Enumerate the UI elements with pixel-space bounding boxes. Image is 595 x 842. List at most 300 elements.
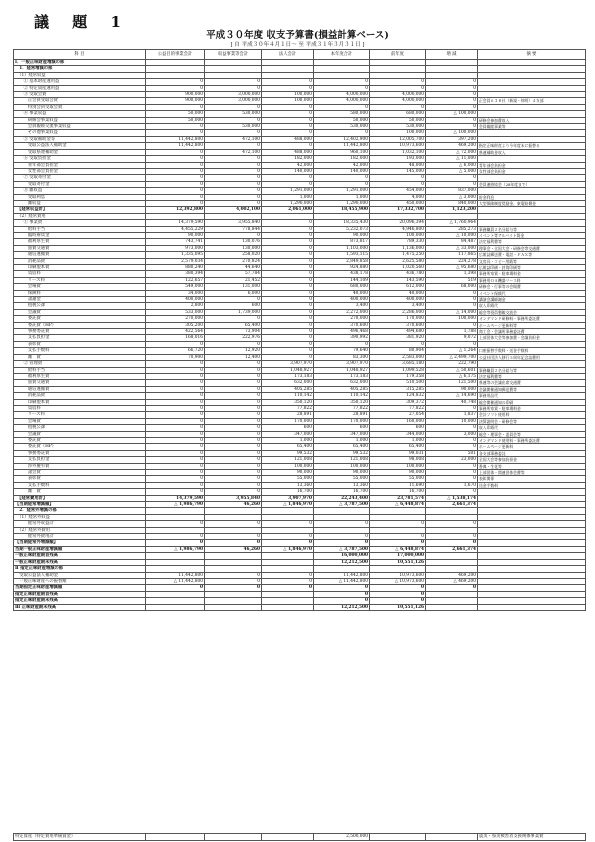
- amount-cell: 315,285: [370, 386, 426, 392]
- amount-cell: 0: [426, 104, 478, 110]
- amount-cell: 494,680: [370, 329, 426, 335]
- amount-cell: 13,360: [262, 482, 314, 488]
- amount-cell: 23,781,574: [370, 495, 426, 501]
- amount-cell: 0: [146, 124, 205, 130]
- amount-cell: 0: [205, 463, 262, 469]
- amount-cell: 436,780: [370, 271, 426, 277]
- amount-cell: 960,100: [314, 149, 370, 155]
- amount-cell: 2,286,000: [370, 309, 426, 315]
- amount-cell: 0: [370, 104, 426, 110]
- amount-cell: 305,200: [146, 322, 205, 328]
- amount-cell: 0: [370, 598, 426, 604]
- amount-cell: 258,020: [205, 252, 262, 258]
- amount-cell: 0: [205, 489, 262, 495]
- amount-cell: [262, 604, 314, 610]
- notes-cell: 会員連絡協会（28年度まで）: [478, 181, 586, 187]
- amount-cell: 0: [146, 482, 205, 488]
- account-cell: 研修会事業収益: [14, 117, 146, 123]
- amount-cell: 0: [262, 130, 314, 136]
- amount-cell: 0: [262, 303, 314, 309]
- amount-cell: 168,016: [146, 335, 205, 341]
- amount-cell: 0: [262, 585, 314, 591]
- amount-cell: 0: [205, 181, 262, 187]
- amount-cell: 0: [205, 130, 262, 136]
- amount-cell: 0: [205, 380, 262, 386]
- amount-cell: 837,000: [426, 188, 478, 194]
- amount-cell: 0: [146, 412, 205, 418]
- notes-cell: 貯金利息: [478, 194, 586, 200]
- amount-cell: 170,000: [262, 418, 314, 424]
- amount-cell: 600: [205, 303, 262, 309]
- amount-cell: 900,000: [146, 92, 205, 98]
- account-cell: ③ 受取会費: [14, 92, 146, 98]
- specified-assets-row: [14, 834, 586, 841]
- amount-cell: 10,551,126: [370, 604, 426, 610]
- amount-cell: 4,002,100: [205, 207, 262, 213]
- amount-cell: 873,817: [314, 239, 370, 245]
- amount-cell: 2,661,374: [426, 546, 478, 552]
- amount-cell: 0: [205, 437, 262, 443]
- amount-cell: △ 1,846,970: [262, 502, 314, 508]
- amount-cell: 612,000: [370, 284, 426, 290]
- amount-cell: 0: [262, 226, 314, 232]
- amount-cell: 0: [370, 591, 426, 597]
- amount-cell: 4,000,000: [370, 92, 426, 98]
- amount-cell: 21,452: [205, 277, 262, 283]
- budget-table: [13, 49, 586, 611]
- amount-cell: 0: [426, 405, 478, 411]
- amount-cell: 46,260: [205, 546, 262, 552]
- amount-cell: 131,000: [205, 284, 262, 290]
- amount-cell: 0: [146, 489, 205, 495]
- amount-cell: 40,000: [370, 290, 426, 296]
- amount-cell: 3,955,840: [205, 495, 262, 501]
- amount-cell: 99,532: [262, 450, 314, 456]
- amount-cell: 6,000: [205, 290, 262, 296]
- amount-cell: 0: [262, 104, 314, 110]
- amount-cell: 17,000,000: [370, 553, 426, 559]
- amount-cell: 2,625,580: [370, 258, 426, 264]
- amount-cell: 10,973,600: [370, 143, 426, 149]
- notes-cell: 決算説明会・研修会等: [478, 418, 586, 424]
- account-cell: ② 管理費: [14, 361, 146, 367]
- account-cell: 委託費: [14, 316, 146, 322]
- amount-cell: 344,000: [370, 431, 426, 437]
- amount-cell: 224,278: [426, 258, 478, 264]
- col-header-public-interest: 公益目的事業会計: [146, 50, 205, 60]
- amount-cell: 90,000: [314, 232, 370, 238]
- amount-cell: [146, 604, 205, 610]
- amount-cell: 0: [205, 156, 262, 162]
- amount-cell: 0: [262, 341, 314, 347]
- account-cell: 女性部会負担金: [14, 168, 146, 174]
- col-header-current-total: 本年度合計: [314, 50, 370, 60]
- account-cell: ⑤ 受取補助金等: [14, 136, 146, 142]
- account-cell: 租税公課: [14, 303, 146, 309]
- amount-cell: △ 14,000: [426, 309, 478, 315]
- amount-cell: 0: [205, 162, 262, 168]
- amount-cell: 530,000: [205, 111, 262, 117]
- amount-cell: 80,904: [370, 348, 426, 354]
- amount-cell: 488,000: [262, 136, 314, 142]
- amount-cell: 0: [262, 117, 314, 123]
- amount-cell: 0: [314, 130, 370, 136]
- amount-cell: 0: [426, 540, 478, 546]
- amount-cell: 28,891: [262, 412, 314, 418]
- amount-cell: 50,000: [370, 117, 426, 123]
- amount-cell: 0: [262, 284, 314, 290]
- amount-cell: 400,000: [146, 297, 205, 303]
- amount-cell: 0: [146, 200, 205, 206]
- col-header-change: 増 減: [426, 50, 478, 60]
- amount-cell: 121,008: [262, 457, 314, 463]
- amount-cell: 0: [426, 92, 478, 98]
- amount-cell: 121,008: [314, 457, 370, 463]
- amount-cell: 90,000: [146, 232, 205, 238]
- amount-cell: 121,500: [426, 380, 478, 386]
- amount-cell: 1,123,200: [426, 207, 478, 213]
- amount-cell: 0: [262, 181, 314, 187]
- amount-cell: △ 5,000: [426, 168, 478, 174]
- amount-cell: 145,000: [370, 168, 426, 174]
- amount-cell: △ 1,846,970: [262, 546, 314, 552]
- amount-cell: 100,000: [370, 130, 426, 136]
- amount-cell: 1,000: [370, 437, 426, 443]
- amount-cell: 0: [262, 277, 314, 283]
- amount-cell: 270,824: [205, 258, 262, 264]
- amount-cell: 0: [205, 117, 262, 123]
- amount-cell: 1,099,528: [370, 367, 426, 373]
- amount-cell: 0: [370, 85, 426, 91]
- account-cell: 特別会員受取会費: [14, 104, 146, 110]
- amount-cell: 0: [205, 367, 262, 373]
- amount-cell: 0: [146, 156, 205, 162]
- account-cell: 会議費: [14, 431, 146, 437]
- amount-cell: 680,000: [370, 111, 426, 117]
- amount-cell: 0: [426, 181, 478, 187]
- amount-cell: 0: [314, 175, 370, 181]
- amount-cell: 472,100: [205, 149, 262, 155]
- amount-cell: 22,243,400: [314, 495, 370, 501]
- amount-cell: 65,400: [205, 322, 262, 328]
- amount-cell: 0: [370, 585, 426, 591]
- amount-cell: 0: [205, 341, 262, 347]
- amount-cell: △ 11,000: [426, 156, 478, 162]
- amount-cell: 0: [370, 341, 426, 347]
- account-cell: 諸謝金: [14, 297, 146, 303]
- amount-cell: 179,358: [370, 373, 426, 379]
- amount-cell: 100,000: [426, 316, 478, 322]
- amount-cell: 70,900: [146, 354, 205, 360]
- amount-cell: 0: [205, 188, 262, 194]
- amount-cell: 438,178: [314, 271, 370, 277]
- amount-cell: 100,000: [262, 98, 314, 104]
- notes-cell: 上部団体・関連団体会費等: [478, 470, 586, 476]
- notes-cell: オンデマンド研修料・事務所委託費: [478, 316, 586, 322]
- account-cell: （1）経常外収益: [14, 514, 146, 520]
- account-cell: 印刷製本費: [14, 265, 146, 271]
- amount-cell: 1,593,115: [314, 252, 370, 258]
- amount-cell: 0: [146, 399, 205, 405]
- notes-cell: 法定福利費等: [478, 239, 586, 245]
- amount-cell: 0: [262, 252, 314, 258]
- account-cell: 保険料: [14, 290, 146, 296]
- notes-cell: 上部団体大会等参加費・会議負担金: [478, 335, 586, 341]
- amount-cell: 0: [426, 124, 478, 130]
- amount-cell: △ 1,760,964: [426, 220, 478, 226]
- amount-cell: 0: [262, 258, 314, 264]
- account-cell: 福利厚生費: [14, 373, 146, 379]
- amount-cell: 0: [205, 418, 262, 424]
- amount-cell: 0: [146, 373, 205, 379]
- amount-cell: 182,000: [314, 156, 370, 162]
- amount-cell: 193,000: [370, 156, 426, 162]
- amount-cell: 0: [146, 476, 205, 482]
- amount-cell: 11,442,800: [146, 143, 205, 149]
- notes-cell: 会計ソフト使用料: [478, 412, 586, 418]
- amount-cell: 0: [262, 354, 314, 360]
- account-cell: 賃借料: [14, 271, 146, 277]
- col-header-corporate: 法人会計: [262, 50, 314, 60]
- amount-cell: 519: [426, 277, 478, 283]
- amount-cell: 0: [205, 444, 262, 450]
- amount-cell: 5,232,073: [314, 226, 370, 232]
- amount-cell: 0: [205, 175, 262, 181]
- amount-cell: 42,000: [262, 162, 314, 168]
- amount-cell: 0: [146, 361, 205, 367]
- amount-cell: 454,000: [370, 188, 426, 194]
- account-cell: 事務委託費: [14, 450, 146, 456]
- amount-cell: 1,291,000: [262, 188, 314, 194]
- amount-cell: 2,579,034: [146, 258, 205, 264]
- account-cell: 支払手数料: [14, 348, 146, 354]
- amount-cell: 0: [262, 335, 314, 341]
- amount-cell: 130,076: [205, 239, 262, 245]
- amount-cell: 14,379,590: [146, 220, 205, 226]
- account-cell: 通信運搬費: [14, 252, 146, 258]
- amount-cell: 370,600: [314, 322, 370, 328]
- amount-cell: △ 1,986,790: [146, 546, 205, 552]
- amount-cell: 79,640: [314, 348, 370, 354]
- notes-cell: 研修会参加費収入: [478, 117, 586, 123]
- amount-cell: 12,400: [205, 354, 262, 360]
- amount-cell: 778,844: [205, 226, 262, 232]
- amount-cell: 0: [146, 341, 205, 347]
- amount-cell: 1,000: [314, 194, 370, 200]
- amount-cell: △ 11,442,800: [314, 578, 370, 584]
- amount-cell: 40,748: [426, 399, 478, 405]
- account-cell: 受取寄付金: [14, 181, 146, 187]
- notes-cell: 研修会・行事等の会場費: [478, 284, 586, 290]
- amount-cell: △ 95,680: [426, 265, 478, 271]
- amount-cell: 1,670: [426, 482, 478, 488]
- amount-cell: 488,000: [262, 149, 314, 155]
- amount-cell: 1,000: [262, 194, 314, 200]
- notes-cell: 県連補助金収入: [478, 149, 586, 155]
- amount-cell: 0: [205, 412, 262, 418]
- account-cell: 委託費（HP）: [14, 444, 146, 450]
- account-cell: 給料手当: [14, 367, 146, 373]
- amount-cell: 99,532: [314, 450, 370, 456]
- amount-cell: 130,000: [205, 245, 262, 251]
- account-cell: ⑦ 受取寄付金: [14, 175, 146, 181]
- amount-cell: 0: [146, 521, 205, 527]
- account-cell: 旅費交通費: [14, 380, 146, 386]
- amount-cell: 0: [426, 489, 478, 495]
- amount-cell: 350,120: [314, 399, 370, 405]
- amount-cell: 3,000,000: [205, 98, 262, 104]
- amount-cell: 0: [262, 239, 314, 245]
- amount-cell: 0: [370, 540, 426, 546]
- amount-cell: 0: [146, 104, 205, 110]
- amount-cell: 450,000: [370, 200, 426, 206]
- amount-cell: 170,000: [314, 418, 370, 424]
- notes-cell: 法定福利費等: [478, 373, 586, 379]
- amount-cell: 0: [314, 104, 370, 110]
- notes-cell: オンデマンド使用料・事務所委託費: [478, 437, 586, 443]
- amount-cell: 510,500: [370, 380, 426, 386]
- notes-cell: 全国大会等参加負担金: [478, 457, 586, 463]
- amount-cell: 0: [205, 361, 262, 367]
- amount-cell: 0: [426, 476, 478, 482]
- amount-cell: 469,200: [426, 143, 478, 149]
- account-cell: 【当期経常外増減額】: [14, 540, 146, 546]
- notes-cell: 大型保険制度奨励金、東電賠償金: [478, 200, 586, 206]
- amount-cell: 0: [314, 341, 370, 347]
- amount-cell: △ 1,264: [426, 348, 478, 354]
- amount-cell: 1,739,000: [205, 309, 262, 315]
- amount-cell: 0: [205, 386, 262, 392]
- account-cell: ⑧ 雑収益: [14, 188, 146, 194]
- amount-cell: 0: [146, 79, 205, 85]
- amount-cell: 347,000: [262, 431, 314, 437]
- amount-cell: 0: [426, 117, 478, 123]
- account-cell: 経常外費用計: [14, 534, 146, 540]
- notes-cell: 総会等役員懇親交流会: [478, 309, 586, 315]
- amount-cell: 0: [262, 534, 314, 540]
- amount-cell: △ 469,200: [426, 578, 478, 584]
- amount-cell: 0: [146, 450, 205, 456]
- amount-cell: 16,700: [262, 489, 314, 495]
- amount-cell: 0: [205, 482, 262, 488]
- amount-cell: 44,640: [205, 265, 262, 271]
- account-cell: 賃借料: [14, 405, 146, 411]
- amount-cell: 0: [370, 521, 426, 527]
- amount-cell: 117,865: [426, 252, 478, 258]
- amount-cell: 1,000: [262, 437, 314, 443]
- account-cell: 旅費交通費: [14, 245, 146, 251]
- header-row: [14, 50, 586, 60]
- amount-cell: 0: [205, 232, 262, 238]
- amount-cell: △ 3,000: [426, 194, 478, 200]
- amount-cell: 1,032,100: [370, 149, 426, 155]
- notes-cell: 香典・生花等: [478, 463, 586, 469]
- amount-cell: 28,891: [314, 412, 370, 418]
- amount-cell: 0: [262, 329, 314, 335]
- amount-cell: 0: [262, 521, 314, 527]
- amount-cell: 173,183: [314, 373, 370, 379]
- account-cell: 通信運搬費: [14, 386, 146, 392]
- account-cell: 消耗品費: [14, 393, 146, 399]
- amount-cell: 0: [205, 534, 262, 540]
- amount-cell: 422,564: [146, 329, 205, 335]
- amount-cell: 0: [205, 85, 262, 91]
- account-cell: Ⅰ．一般正味財産増減の部: [14, 60, 146, 66]
- notes-cell: 事務職員２名分給与等: [478, 367, 586, 373]
- col-header-notes: 摘 要: [478, 50, 586, 60]
- account-cell: 会員親睦交流事業収益: [14, 124, 146, 130]
- amount-cell: 0: [426, 297, 478, 303]
- account-cell: ① 基本財産運用益: [14, 79, 146, 85]
- amount-cell: 0: [426, 322, 478, 328]
- amount-cell: 90,000: [426, 386, 478, 392]
- account-cell: 臨時雇賃金: [14, 232, 146, 238]
- amount-cell: 0: [205, 578, 262, 584]
- account-cell: 当期一般正味財産増減額: [14, 546, 146, 552]
- account-cell: 雑 費: [14, 489, 146, 495]
- amount-cell: 0: [146, 425, 205, 431]
- amount-cell: 370,600: [370, 322, 426, 328]
- amount-cell: 3,000,000: [205, 92, 262, 98]
- amount-cell: 0: [370, 181, 426, 187]
- amount-cell: 0: [146, 418, 205, 424]
- specified-assets-table: [13, 833, 586, 841]
- account-cell: 一般正味財産期首残高: [14, 553, 146, 559]
- amount-cell: 1,398: [426, 271, 478, 277]
- account-cell: 表彰費: [14, 341, 146, 347]
- amount-cell: 0: [146, 85, 205, 91]
- amount-cell: 55,000: [314, 476, 370, 482]
- amount-cell: 1,837: [426, 412, 478, 418]
- amount-cell: 1,048,927: [262, 367, 314, 373]
- amount-cell: 57,784: [205, 271, 262, 277]
- account-cell: 雑 費: [14, 354, 146, 360]
- amount-cell: △ 14,690: [426, 393, 478, 399]
- col-header-revenue-business: 収益事業等会計: [205, 50, 262, 60]
- amount-cell: 0: [205, 104, 262, 110]
- amount-cell: 381,920: [370, 335, 426, 341]
- amount-cell: △ 100,000: [426, 130, 478, 136]
- account-cell: 【経常収益計】: [14, 207, 146, 213]
- amount-cell: 23,000: [426, 457, 478, 463]
- notes-cell: ホームページ更新料: [478, 444, 586, 450]
- amount-cell: 580,000: [314, 111, 370, 117]
- amount-cell: 0: [262, 175, 314, 181]
- amount-cell: 68,000: [426, 284, 478, 290]
- amount-cell: 530,000: [314, 124, 370, 130]
- account-cell: 渉外慶弔費: [14, 463, 146, 469]
- amount-cell: 3,685,180: [370, 361, 426, 367]
- amount-cell: 65,400: [370, 444, 426, 450]
- amount-cell: 50,000: [146, 111, 205, 117]
- notes-cell: 理事会・全国大会・研修会等交通費: [478, 245, 586, 251]
- amount-cell: △ 6,000: [426, 162, 478, 168]
- notes-cell: 講演会講師謝金: [478, 297, 586, 303]
- amount-cell: 0: [262, 290, 314, 296]
- amount-cell: △ 6,448,874: [370, 546, 426, 552]
- amount-cell: 0: [314, 598, 370, 604]
- amount-cell: 0: [426, 303, 478, 309]
- amount-cell: 90,000: [314, 470, 370, 476]
- amount-cell: 182,000: [262, 156, 314, 162]
- amount-cell: 42,000: [314, 162, 370, 168]
- notes-cell: 送金手数料: [478, 482, 586, 488]
- amount-cell: 0: [205, 540, 262, 546]
- account-cell: 1．経常増減の部: [14, 66, 146, 72]
- account-cell: 支払負担金: [14, 335, 146, 341]
- notes-cell: 商工会・会議所事務委託費: [478, 329, 586, 335]
- notes-cell: 広報誌郵送費・電話・ＦＡＸ等: [478, 252, 586, 258]
